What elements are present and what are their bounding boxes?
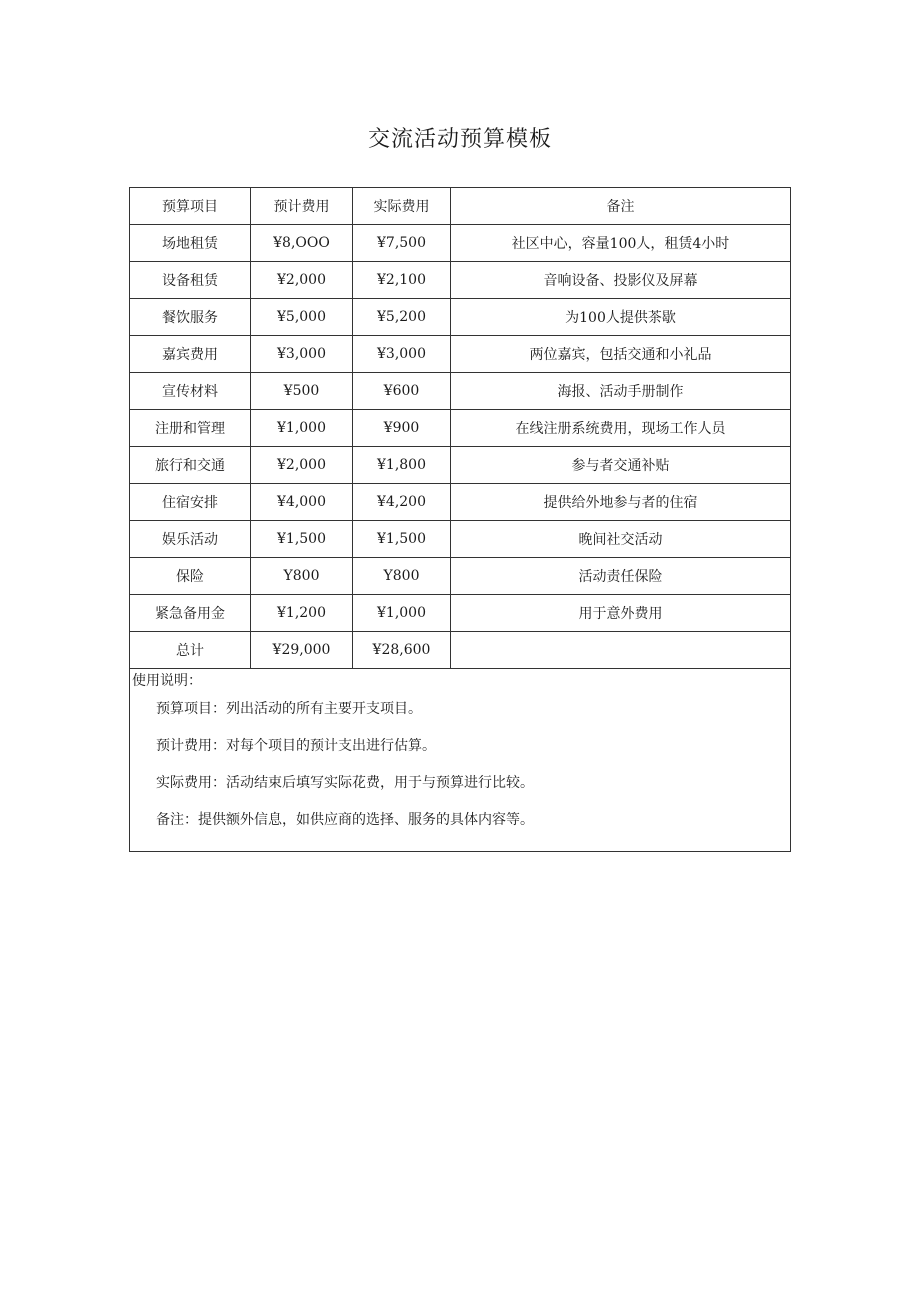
table-row (130, 225, 791, 262)
cell-actual: ¥900 (353, 410, 451, 447)
table-row (130, 484, 791, 521)
cell-total-actual: ¥28,600 (353, 632, 451, 669)
cell-remarks: 晚间社交活动 (451, 521, 791, 558)
header-estimated: 预计费用 (251, 188, 353, 225)
cell-actual: ¥3,000 (353, 336, 451, 373)
cell-estimated: ¥500 (251, 373, 353, 410)
cell-actual: ¥1,500 (353, 521, 451, 558)
cell-remarks: 音响设备、投影仪及屏幕 (451, 262, 791, 299)
cell-estimated: ¥3,000 (251, 336, 353, 373)
cell-total-label: 总计 (130, 632, 251, 669)
cell-actual: ¥600 (353, 373, 451, 410)
header-actual: 实际费用 (353, 188, 451, 225)
cell-estimated: ¥2,000 (251, 447, 353, 484)
table-row (130, 299, 791, 336)
table-row (130, 521, 791, 558)
usage-note: 预计费用：对每个项目的预计支出进行估算。 (156, 738, 436, 754)
cell-item: 娱乐活动 (130, 521, 251, 558)
table-row (130, 558, 791, 595)
page-title: 交流活动预算模板 (367, 127, 552, 152)
table-row (130, 336, 791, 373)
cell-item: 设备租赁 (130, 262, 251, 299)
cell-actual: ¥7,500 (353, 225, 451, 262)
cell-remarks: 在线注册系统费用，现场工作人员 (451, 410, 791, 447)
cell-total-remarks (451, 632, 791, 669)
cell-estimated: Y800 (251, 558, 353, 595)
cell-actual: ¥2,100 (353, 262, 451, 299)
cell-actual: ¥4,200 (353, 484, 451, 521)
header-remarks: 备注 (451, 188, 791, 225)
cell-item: 旅行和交通 (130, 447, 251, 484)
usage-note: 备注：提供额外信息，如供应商的选择、服务的具体内容等。 (156, 812, 534, 828)
usage-note: 实际费用：活动结束后填写实际花费，用于与预算进行比较。 (156, 775, 534, 791)
table-row (130, 262, 791, 299)
table-row (130, 410, 791, 447)
cell-remarks: 提供给外地参与者的住宿 (451, 484, 791, 521)
cell-item: 餐饮服务 (130, 299, 251, 336)
table-row (130, 595, 791, 632)
cell-actual: ¥1,800 (353, 447, 451, 484)
cell-remarks: 为100人提供茶歇 (451, 299, 791, 336)
usage-notes (130, 669, 791, 852)
cell-total-estimated: ¥29,000 (251, 632, 353, 669)
usage-note: 预算项目：列出活动的所有主要开支项目。 (156, 701, 422, 717)
usage-notes-row (130, 669, 791, 852)
cell-estimated: ¥1,000 (251, 410, 353, 447)
cell-estimated: ¥5,000 (251, 299, 353, 336)
cell-actual: Y800 (353, 558, 451, 595)
cell-actual: ¥1,000 (353, 595, 451, 632)
cell-item: 注册和管理 (130, 410, 251, 447)
cell-actual: ¥5,200 (353, 299, 451, 336)
table-total-row (130, 632, 791, 669)
cell-item: 场地租赁 (130, 225, 251, 262)
cell-item: 宣传材料 (130, 373, 251, 410)
cell-estimated: ¥1,500 (251, 521, 353, 558)
cell-remarks: 参与者交通补贴 (451, 447, 791, 484)
usage-notes-title: 使用说明： (132, 673, 202, 689)
cell-remarks: 两位嘉宾，包括交通和小礼品 (451, 336, 791, 373)
cell-item: 保险 (130, 558, 251, 595)
table-header-row (130, 188, 791, 225)
cell-remarks: 用于意外费用 (451, 595, 791, 632)
cell-item: 嘉宾费用 (130, 336, 251, 373)
budget-table (129, 187, 791, 852)
cell-remarks: 海报、活动手册制作 (451, 373, 791, 410)
cell-estimated: ¥2,000 (251, 262, 353, 299)
cell-estimated: ¥4,000 (251, 484, 353, 521)
cell-remarks: 社区中心，容量100人，租赁4小时 (451, 225, 791, 262)
table-row (130, 373, 791, 410)
cell-estimated: ¥8,OOO (251, 225, 353, 262)
cell-remarks: 活动责任保险 (451, 558, 791, 595)
cell-estimated: ¥1,200 (251, 595, 353, 632)
cell-item: 紧急备用金 (130, 595, 251, 632)
table-row (130, 447, 791, 484)
header-item: 预算项目 (130, 188, 251, 225)
cell-item: 住宿安排 (130, 484, 251, 521)
